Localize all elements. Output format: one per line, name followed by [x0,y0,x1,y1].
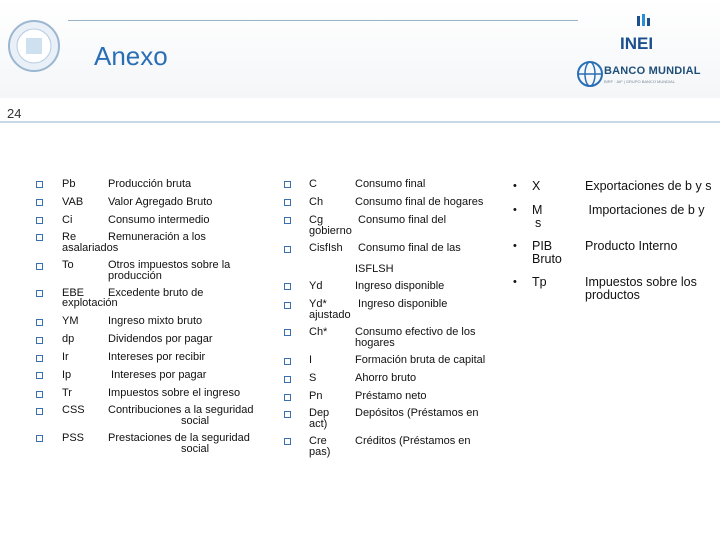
definition-text: Consumo intermedio [108,214,210,226]
definition-text-line2: producción [108,270,162,282]
code-label: dp [62,333,75,345]
bullet-icon [36,263,43,270]
definition-text: Prestaciones de la seguridad [108,432,250,444]
bullet-icon [36,355,43,362]
definition-text-line2: social [181,415,210,427]
definition-text: Formación bruta de capital [355,354,486,366]
bullet-icon [284,358,291,365]
code-label: YM [62,315,79,327]
code-label: Tr [62,387,72,399]
bullet-icon: • [513,204,517,216]
definition-text: Valor Agregado Bruto [108,196,213,208]
bullet-icon [36,391,43,398]
bullet-icon [284,181,291,188]
definition-text: Ingreso disponible [355,298,448,310]
code-label: Ch [309,196,324,208]
code-label: To [62,259,74,271]
definition-text-line2: hogares [355,337,395,349]
definition-text: Impuestos sobre el ingreso [108,387,241,399]
bullet-icon: • [513,276,517,288]
definition-text: Consumo final [355,178,426,190]
definition-text: Remuneración a los [108,231,206,243]
definition-text-line2: social [181,443,210,455]
banco-mundial-logo-text: BANCO MUNDIAL [604,65,701,77]
code-label-line2: s [535,216,542,230]
definition-text: Consumo final de las [355,242,461,254]
definition-text: Otros impuestos sobre la [108,259,231,271]
bullet-icon [36,372,43,379]
code-label: M [532,203,543,217]
code-label: EBE [62,287,85,299]
bullet-icon [284,246,291,253]
inei-logo-text: INEI [620,34,654,53]
bullet-icon [284,217,291,224]
definition-text: Producto Interno [585,239,678,253]
bullet-icon: • [513,180,517,192]
definition-text: Consumo efectivo de los [355,326,476,338]
definition-text: Depósitos (Préstamos en [355,407,479,419]
definition-text: Contribuciones a la seguridad [108,404,254,416]
bullet-icon [36,217,43,224]
page-number: 24 [7,106,22,121]
code-label: VAB [62,196,84,208]
code-label: I [309,354,313,366]
header-rule [68,20,578,21]
code-label-line2: act) [309,418,328,430]
bullet-icon [36,234,43,241]
seal-logo-icon [6,18,62,74]
definition-text: Consumo final de hogares [355,196,484,208]
definition-text: Ingreso disponible [355,280,445,292]
definition-continuation: ajustado [309,309,351,321]
definition-text: Ahorro bruto [355,372,417,384]
code-label: C [309,178,317,190]
definition-continuation: asalariados [62,242,119,254]
banco-mundial-logo-subtext: BIRF · AIF | GRUPO BANCO MUNDIAL [604,79,676,84]
code-label: Dep [309,407,330,419]
bullet-icon [284,376,291,383]
code-label: Ch* [309,326,328,338]
code-label: Re [62,231,77,243]
definition-text: Intereses por pagar [108,369,207,381]
bullet-icon [284,438,291,445]
code-label-line2: pas) [309,446,331,458]
bullet-icon [284,411,291,418]
definition-continuation: gobierno [309,225,352,237]
bullet-icon [284,329,291,336]
definition-text: Producción bruta [108,178,192,190]
definition-continuation: ISFLSH [355,263,394,275]
page-title: Anexo [94,41,168,71]
code-label: Pn [309,390,323,402]
definition-text: Consumo final del [355,214,447,226]
code-label: X [532,179,541,193]
definition-text: Importaciones de b y [585,203,705,217]
bullet-icon [36,181,43,188]
code-label: Pb [62,178,76,190]
code-label: CisfIsh [309,242,343,254]
bullet-icon [36,435,43,442]
bullet-icon [36,337,43,344]
definition-text: Créditos (Préstamos en [355,435,471,447]
code-label: PSS [62,432,85,444]
definition-text: Préstamo neto [355,390,427,402]
code-label: CSS [62,404,85,416]
code-label: Yd [309,280,323,292]
definition-text: Exportaciones de b y s [585,179,712,193]
bullet-icon [36,199,43,206]
bullet-icon [284,283,291,290]
bullet-icon: • [513,240,517,252]
code-label: Tp [532,275,547,289]
bullet-icon [284,199,291,206]
bullet-icon [36,319,43,326]
definition-text: Ingreso mixto bruto [108,315,203,327]
code-label: Cg [309,214,324,226]
definition-text: Impuestos sobre los [585,275,697,289]
code-label: Ci [62,214,73,226]
code-label: PIB [532,239,553,253]
code-label-line2: Bruto [532,252,562,266]
bullet-icon [284,302,291,309]
code-label: Cre [309,435,327,447]
code-label: Yd* [309,298,327,310]
definition-text: Dividendos por pagar [108,333,213,345]
definition-text-line2: productos [585,288,640,302]
bullet-icon [36,408,43,415]
bullet-icon [36,290,43,297]
definition-continuation: explotación [62,297,118,309]
code-label: S [309,372,317,384]
bullet-icon [284,394,291,401]
code-label: Ip [62,369,72,381]
definition-text: Excedente bruto de [108,287,204,299]
definition-text: Intereses por recibir [108,351,206,363]
header-separator [0,121,720,123]
code-label: Ir [62,351,69,363]
